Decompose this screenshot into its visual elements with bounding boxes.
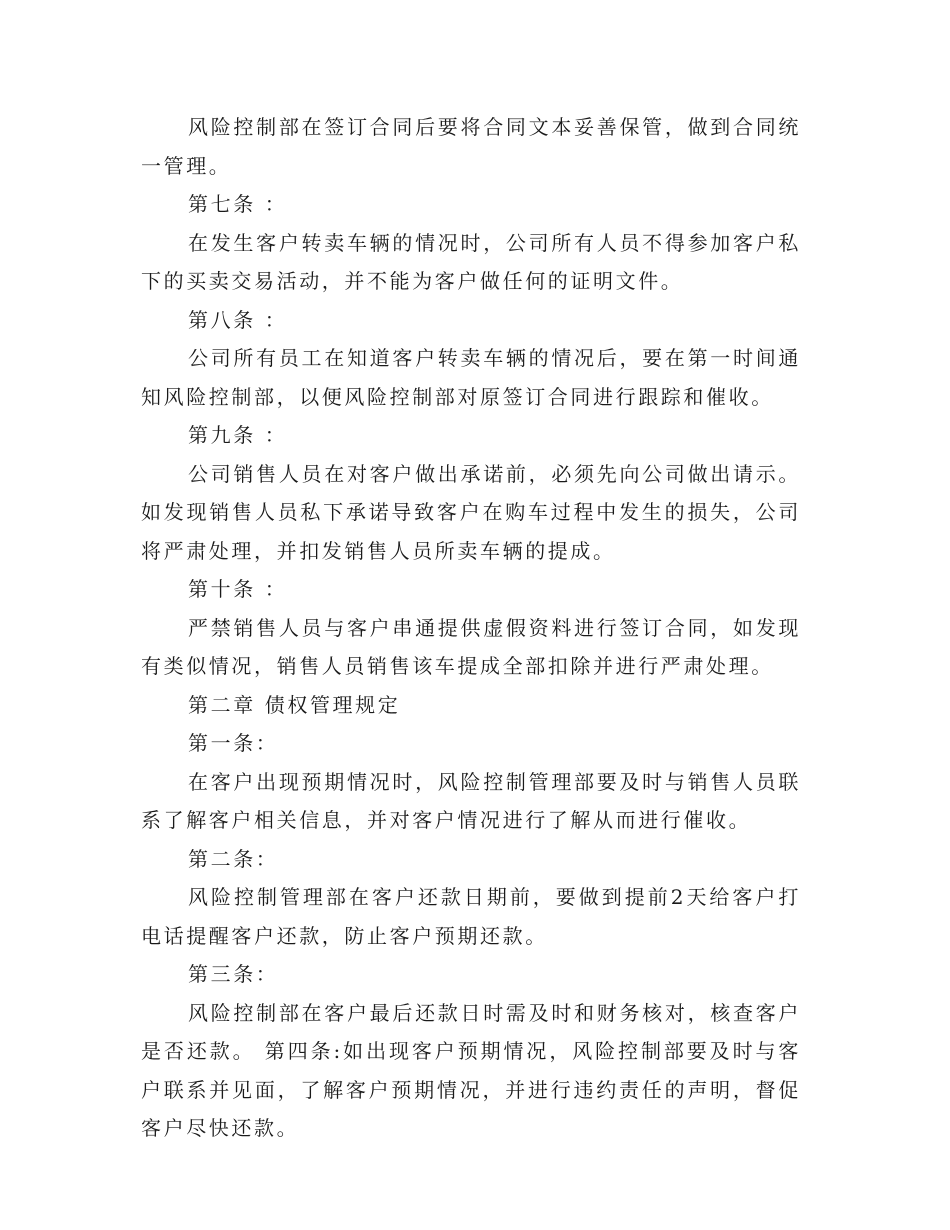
article-heading: 第八条 ： bbox=[188, 307, 288, 332]
paragraph: 公司销售人员在对客户做出承诺前，必须先向公司做出请示。如发现销售人员私下承诺导致客户在购车过程中发生的损失，公司将严肃处理，并扣发销售人员所卖车辆的提成。 bbox=[141, 461, 801, 563]
paragraph: 公司所有员工在知道客户转卖车辆的情况后，要在第一时间通知风险控制部，以便风险控制部对原签订合同进行跟踪和催收。 bbox=[141, 346, 801, 409]
article-heading: 第九条 ： bbox=[188, 423, 288, 447]
paragraph: 在发生客户转卖车辆的情况时，公司所有人员不得参加客户私下的买卖交易活动，并不能为客户做任何的证明文件。 bbox=[141, 230, 801, 293]
paragraph: 风险控制部在客户最后还款日时需及时和财务核对，核查客户是否还款。 第四条:如出现客户预期情况，风险控制部要及时与客户联系并见面，了解客户预期情况，并进行违约责任的声明，督促客户尽快还款。 bbox=[141, 1000, 801, 1140]
article-heading: 第七条 ： bbox=[188, 192, 288, 216]
article-heading: 第二条： bbox=[188, 846, 279, 871]
article-heading: 第十条 ： bbox=[188, 577, 288, 601]
article-heading: 第一条： bbox=[188, 731, 279, 755]
paragraph: 风险控制部在签订合同后要将合同文本妥善保管，做到合同统一管理。 bbox=[141, 115, 801, 178]
document-body bbox=[141, 108, 801, 1148]
article-heading: 第三条： bbox=[188, 962, 279, 986]
chapter-heading: 第二章 债权管理规定 bbox=[188, 692, 401, 717]
paragraph: 在客户出现预期情况时，风险控制管理部要及时与销售人员联系了解客户相关信息，并对客户情况进行了解从而进行催收。 bbox=[141, 769, 801, 832]
paragraph: 风险控制管理部在客户还款日期前，要做到提前2天给客户打电话提醒客户还款，防止客户预期还款。 bbox=[141, 885, 801, 948]
paragraph: 严禁销售人员与客户串通提供虚假资料进行签订合同，如发现有类似情况，销售人员销售该车提成全部扣除并进行严肃处理。 bbox=[141, 615, 801, 678]
